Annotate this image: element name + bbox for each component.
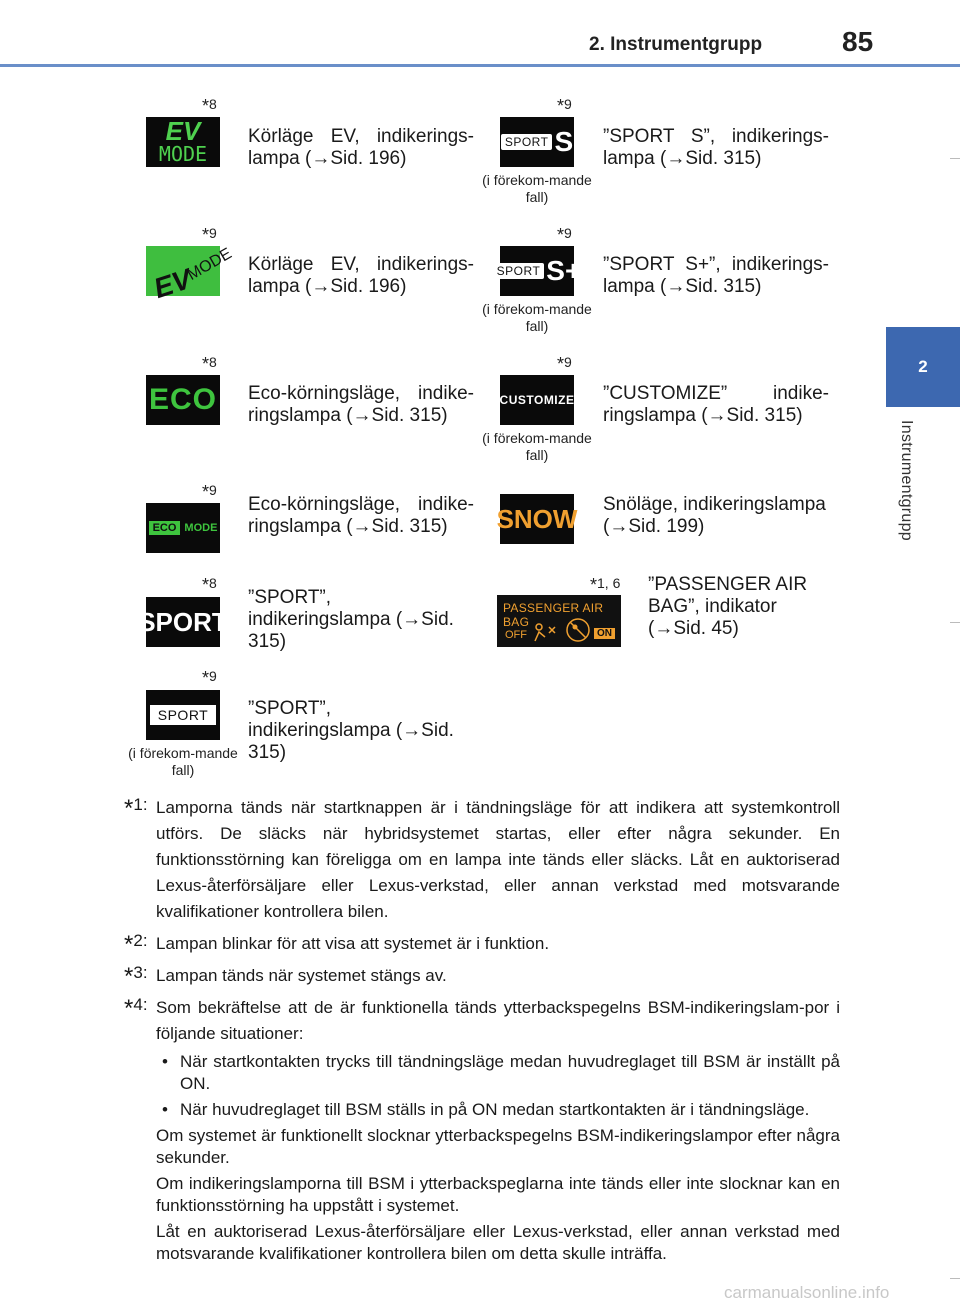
sport-s-plus-lamp-icon [496, 246, 582, 296]
sport-s-lamp-icon [500, 117, 574, 167]
footnote-ref: *8 [202, 96, 217, 116]
footnotes [124, 795, 840, 1271]
ev-mode-lamp-icon [146, 117, 220, 167]
footnote [124, 931, 840, 957]
footnote-text: Lampan tänds när systemet stängs av. [156, 966, 447, 985]
sport-lamp-icon [138, 597, 228, 647]
lamp-description: ”CUSTOMIZE” indike-ringslampa (→Sid. 315) [603, 383, 829, 426]
footnote-ref: *9 [557, 96, 572, 116]
footnote-ref: *9 [202, 225, 217, 245]
availability-note: (i förekom-mande fall) [482, 301, 592, 334]
paragraph: Om systemet är funktionellt slocknar ytterbackspegelns BSM-indikeringslampor efter några sekunder. [156, 1126, 840, 1167]
lamp-sport-text: SPORT [501, 134, 553, 150]
lamp-customize-text: CUSTOMIZE [499, 393, 575, 407]
airbag-on-symbol-icon [565, 617, 591, 643]
lamp-description: ”SPORT”, indikeringslampa (→Sid. 315) [248, 698, 454, 763]
lamp-s-plus-text: S+ [546, 255, 582, 286]
footnote-ref: *9 [557, 225, 572, 245]
paragraph: Om indikeringslamporna till BSM i ytterbackspeglarna inte tänds eller inte slocknar kan en funktionsstörning ha uppstått i systemet. [156, 1174, 840, 1215]
lamp-off-text: OFF [505, 629, 527, 641]
lamp-description: Körläge EV, indikerings-lampa (→Sid. 196) [248, 254, 474, 297]
footnote-mark: *2: [124, 931, 148, 958]
footnote-text: Lampan blinkar för att visa att systemet är i funktion. [156, 934, 550, 953]
lamp-description: Snöläge, indikeringslampa (→Sid. 199) [603, 494, 826, 537]
chapter-tab[interactable]: 2 [886, 327, 960, 407]
footnote-ref: *9 [202, 482, 217, 502]
footnote-ref: *1, 6 [590, 575, 621, 595]
chapter-label: Instrumentgrupp [898, 420, 915, 542]
footnote-ref: *8 [202, 354, 217, 374]
edge-tick [950, 1278, 960, 1279]
footnote-mark: *4: [124, 995, 148, 1022]
footnote-mark: *3: [124, 963, 148, 990]
footnote-text: Som bekräftelse att de är funktionella tänds ytterbackspegelns BSM-indikeringslam-por i följande situationer: [156, 998, 840, 1043]
bullet-list [156, 1051, 840, 1121]
eco-lamp-icon [146, 375, 220, 425]
airbag-off-symbol-icon [529, 619, 559, 645]
footnote-ref: *9 [557, 354, 572, 374]
header-rule [0, 64, 960, 67]
eco-mode-lamp-icon [146, 503, 220, 553]
footnote-tail [156, 1125, 840, 1265]
footnote [124, 995, 840, 1265]
customize-lamp-icon [500, 375, 574, 425]
passenger-air-bag-indicator-icon [497, 595, 621, 647]
section-title: 2. Instrumentgrupp [589, 34, 763, 55]
footnote-text: Lamporna tänds när startknappen är i tändningsläge för att indikera att systemkontroll utförs. De släcks när hybridsystemet startas, eller efter några sekunder. En funktionsstörning kan föreligga om en lampa inte tänds eller släcks. Låt en auktoriserad Lexus-återförsäljare eller Lexus-verkstad, eller annan verkstad med motsvarande kvalifikationer kontrollera bilen. [156, 798, 840, 921]
edge-tick [950, 158, 960, 159]
lamp-eco-text: ECO [148, 383, 217, 416]
lamp-description: ”SPORT S”, indikerings-lampa (→Sid. 315) [603, 126, 829, 169]
footnote-ref: *9 [202, 668, 217, 688]
lamp-description: Eco-körningsläge, indike-ringslampa (→Sid. 315) [248, 383, 474, 426]
lamp-description: Eco-körningsläge, indike-ringslampa (→Sid. 315) [248, 494, 474, 537]
page-number: 85 [842, 26, 874, 57]
lamp-mode-text: MODE [184, 522, 218, 534]
sport-white-lamp-icon [146, 690, 220, 740]
footnote-ref: *8 [202, 575, 217, 595]
list-item: • När huvudreglaget till BSM ställs in på ON medan startkontakten är i tändningsläge. [156, 1099, 840, 1121]
lamp-sport-text: SPORT [138, 606, 228, 637]
availability-note: (i förekom-mande fall) [128, 745, 238, 778]
lamp-pab-text: PASSENGER AIR BAG [503, 601, 604, 629]
footnote [124, 963, 840, 989]
lamp-description: Körläge EV, indikerings-lampa (→Sid. 196) [248, 126, 474, 169]
lamp-snow-text: SNOW [496, 503, 578, 534]
lamp-description: ”SPORT S+”, indikerings-lampa (→Sid. 315) [603, 254, 829, 297]
ev-mode-green-lamp-icon [146, 245, 235, 305]
watermark: carmanualsonline.info [724, 1283, 890, 1302]
paragraph: Låt en auktoriserad Lexus-återförsäljare eller Lexus-verkstad, eller annan verkstad med motsvarande kvalifikationer kontrollera bilen om detta skulle inträffa. [156, 1222, 840, 1263]
list-item: • När startkontakten trycks till tändningsläge medan huvudreglaget till BSM är inställt på ON. [156, 1051, 840, 1095]
lamp-mode-text: MODE [158, 142, 208, 166]
lamp-description: ”PASSENGER AIR BAG”, indikator (→Sid. 45) [648, 574, 808, 639]
footnote [124, 795, 840, 925]
edge-tick [950, 622, 960, 623]
lamp-s-text: S [554, 126, 574, 157]
availability-note: (i förekom-mande fall) [482, 172, 592, 205]
lamp-sport-text: SPORT [493, 263, 545, 279]
snow-lamp-icon [496, 494, 578, 544]
footnote-mark: *1: [124, 795, 148, 822]
lamp-mode-text: MODE [184, 245, 235, 284]
lamp-on-text: ON [594, 628, 615, 639]
lamp-description: ”SPORT”, indikeringslampa (→Sid. 315) [248, 587, 454, 652]
lamp-ev-text: EV [149, 263, 196, 305]
lamp-eco-box-text: ECO [149, 521, 181, 535]
availability-note: (i förekom-mande fall) [482, 430, 592, 463]
lamp-ev-text: EV [165, 116, 201, 146]
lamp-sport-text: SPORT [150, 705, 216, 725]
